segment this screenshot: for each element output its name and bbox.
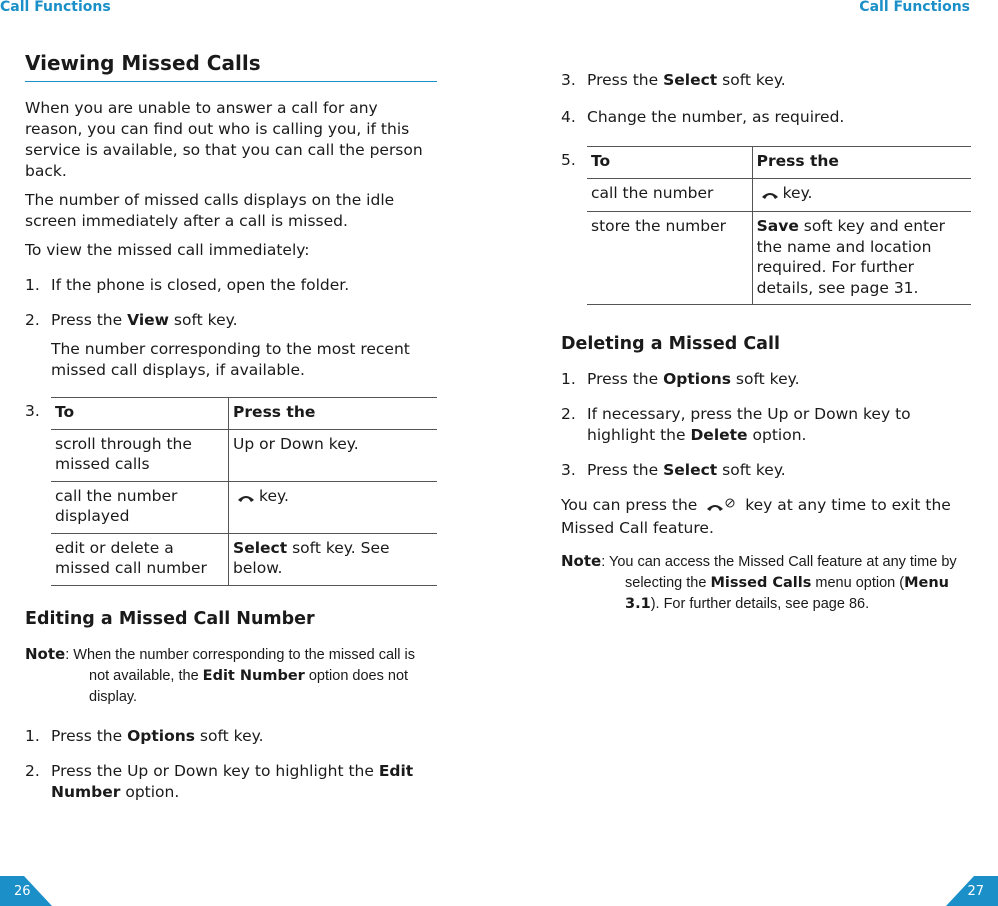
right-page [499,0,998,906]
intro-paragraph: When you are unable to answer a call for any reason, you can find out who is calling you, if this service is available, so that you can call the person back. [25,99,423,180]
column-header: Press the [752,147,971,179]
edit-steps [25,726,437,803]
step-item: 2. Press the Up or Down key to highlight the Edit Number option. [25,761,414,801]
step-item: 1. Press the Options soft key. [25,726,264,745]
column-header: To [587,147,752,179]
send-key-icon [237,488,255,509]
page-number: 26 [14,884,31,899]
exit-paragraph: You can press the key at any time to exit the Missed Call feature. [561,496,951,537]
intro-paragraph: The number of missed calls displays on the idle screen immediately after a call is missed. [25,191,395,230]
page-number-tab [0,876,52,906]
delete-steps [561,369,971,481]
column-header: To [51,398,229,430]
step-5-table: 5. To Press the call the number key. store the number Save soft key and enter the name and location required. For further details, see page 31. [561,146,971,305]
table-row: call the number key. [587,178,971,212]
table-row: store the number Save soft key and enter the name and location required. For further details, see page 31. [587,212,971,305]
step-item: 2. Press the View soft key. [25,311,238,329]
step-item: 2. If necessary, press the Up or Down key to highlight the Delete option. [561,405,911,444]
note: Note: When the number corresponding to the missed call is not available, the Edit Number option does not display. [25,644,415,705]
step-3-table: 3. To Press the scroll through the missed calls Up or Down key. call the number displayed key. edit or delete a missed call number Select soft key. See below. [25,397,437,586]
table-row: scroll through the missed calls Up or Down key. [51,429,437,481]
send-key-icon [761,185,779,206]
table-row: edit or delete a missed call number Select soft key. See below. [51,533,437,585]
step-item: 1. If the phone is closed, open the folder. [25,276,350,294]
page-number-tab [946,876,998,906]
section-title: Viewing Missed Calls [25,50,437,82]
step-item: 3. Press the Select soft key. [561,461,786,479]
page-number: 27 [967,884,984,899]
step-result-text: The number corresponding to the most recent missed call displays, if available. [51,340,410,379]
view-steps [25,275,437,331]
running-head: Call Functions [859,0,970,15]
edit-steps-continued [561,70,971,128]
subsection-title: Editing a Missed Call Number [25,608,315,629]
running-head: Call Functions [0,0,111,15]
step-item: 1. Press the Options soft key. [561,370,800,388]
intro-paragraph: To view the missed call immediately: [25,241,310,259]
options-table [587,146,971,305]
left-content [25,50,437,817]
step-item: 3. Press the Select soft key. [561,71,786,89]
table-row: call the number displayed key. [51,481,437,533]
subsection-title: Deleting a Missed Call [561,334,780,354]
column-header: Press the [229,398,437,430]
options-table [51,397,437,586]
step-item: 4. Change the number, as required. [561,108,845,126]
right-content [561,70,971,633]
end-key-icon [706,497,736,518]
note: Note: You can access the Missed Call feature at any time by selecting the Missed Calls menu option (Menu 3.1). For further details, see page 86. [561,552,957,612]
